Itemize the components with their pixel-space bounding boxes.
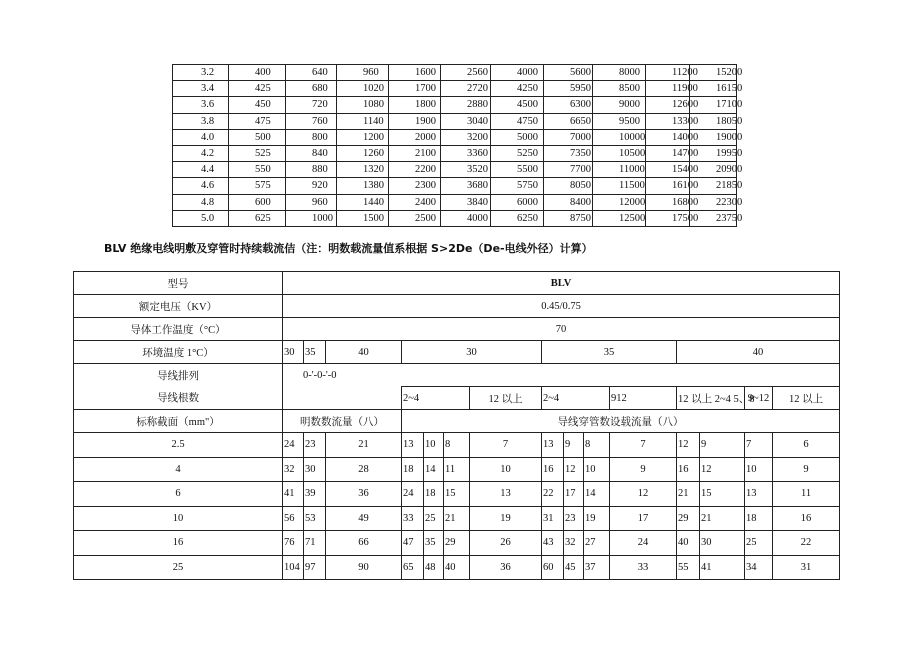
- table-cell: 4.0: [173, 129, 229, 145]
- table-cell: 4750: [491, 113, 544, 129]
- table-row: [173, 97, 737, 113]
- table-cell: 4500: [491, 97, 544, 113]
- ampacity-cell: 21: [677, 482, 700, 507]
- conductor-count-blank: [283, 387, 402, 410]
- table-row: [74, 506, 840, 531]
- ampacity-cell: 25: [745, 531, 773, 556]
- conductor-count-value: 12 以上: [773, 387, 840, 410]
- table-cell: 1700: [389, 81, 441, 97]
- table-cell: 2500: [389, 210, 441, 226]
- table-cell: 2300: [389, 178, 441, 194]
- table-cell: 1020: [337, 81, 389, 97]
- table-cell: 4250: [491, 81, 544, 97]
- ambient-temp-value: 30: [283, 341, 304, 364]
- ampacity-cell: 36: [326, 482, 402, 507]
- table-row: [74, 457, 840, 482]
- table-cell: 19000: [690, 129, 737, 145]
- ampacity-cell: 8: [584, 433, 610, 458]
- table-cell: 2200: [389, 162, 441, 178]
- table-cell: 1080: [337, 97, 389, 113]
- ampacity-cell: 18: [745, 506, 773, 531]
- ampacity-cell: 71: [304, 531, 326, 556]
- conductor-count-value: 912: [610, 387, 677, 410]
- section-cell: 2.5: [74, 433, 283, 458]
- ampacity-cell: 48: [424, 555, 444, 580]
- table-cell: 6250: [491, 210, 544, 226]
- ambient-temp-value: 30: [402, 341, 542, 364]
- ampacity-cell: 13: [542, 433, 564, 458]
- ampacity-cell: 13: [470, 482, 542, 507]
- conductor-count-value: 9~12: [745, 387, 773, 410]
- ampacity-cell: 24: [610, 531, 677, 556]
- ampacity-cell: 9: [700, 433, 745, 458]
- ampacity-cell: 45: [564, 555, 584, 580]
- table-cell: 4.8: [173, 194, 229, 210]
- ambient-temp-value: 40: [326, 341, 402, 364]
- ambient-temp-value: 35: [542, 341, 677, 364]
- table-cell: 10000: [593, 129, 646, 145]
- open-wiring-label: 明数数流量（八）: [283, 410, 402, 433]
- section-cell: 4: [74, 457, 283, 482]
- blv-ampacity-table: [73, 271, 840, 580]
- conductor-count-label: 导线根数: [74, 387, 283, 410]
- conductor-count-value: 2~4: [542, 387, 610, 410]
- table-row: [173, 178, 737, 194]
- table-cell: 550: [229, 162, 286, 178]
- voltage-label: 额定电压（KV）: [74, 295, 283, 318]
- ampacity-cell: 15: [444, 482, 470, 507]
- table-cell: 8050: [544, 178, 593, 194]
- section-cell: 16: [74, 531, 283, 556]
- table-row: [173, 194, 737, 210]
- ampacity-cell: 28: [326, 457, 402, 482]
- ampacity-cell: 35: [424, 531, 444, 556]
- ampacity-cell: 18: [424, 482, 444, 507]
- ampacity-cell: 21: [700, 506, 745, 531]
- table-row: [173, 113, 737, 129]
- table-cell: 10500: [593, 145, 646, 161]
- ampacity-cell: 26: [470, 531, 542, 556]
- ampacity-cell: 23: [304, 433, 326, 458]
- conductor-count-value: 2~4: [402, 387, 470, 410]
- table-cell: 4.6: [173, 178, 229, 194]
- table-cell: 8000: [593, 65, 646, 81]
- ambient-temp-value: 40: [677, 341, 840, 364]
- ampacity-cell: 15: [700, 482, 745, 507]
- ampacity-cell: 34: [745, 555, 773, 580]
- ampacity-cell: 32: [283, 457, 304, 482]
- table-row: [173, 129, 737, 145]
- ampacity-cell: 29: [444, 531, 470, 556]
- table-cell: 625: [229, 210, 286, 226]
- table-cell: 3.6: [173, 97, 229, 113]
- ampacity-cell: 104: [283, 555, 304, 580]
- ampacity-cell: 17: [564, 482, 584, 507]
- ampacity-cell: 90: [326, 555, 402, 580]
- table-cell: 500: [229, 129, 286, 145]
- ampacity-cell: 22: [542, 482, 564, 507]
- table-cell: 1140: [337, 113, 389, 129]
- temperature-label: 导体工作温度（°C）: [74, 318, 283, 341]
- table-cell: 7700: [544, 162, 593, 178]
- ampacity-cell: 10: [584, 457, 610, 482]
- table-cell: 14000: [646, 129, 690, 145]
- ampacity-cell: 41: [283, 482, 304, 507]
- section-cell: 6: [74, 482, 283, 507]
- ampacity-cell: 43: [542, 531, 564, 556]
- ampacity-cell: 11: [773, 482, 840, 507]
- ampacity-cell: 9: [610, 457, 677, 482]
- ampacity-cell: 24: [283, 433, 304, 458]
- section-cell: 10: [74, 506, 283, 531]
- table-cell: 15200: [690, 65, 737, 81]
- ampacity-cell: 33: [610, 555, 677, 580]
- table-cell: 4.2: [173, 145, 229, 161]
- table-cell: 2000: [389, 129, 441, 145]
- ampacity-cell: 23: [564, 506, 584, 531]
- table-cell: 680: [286, 81, 337, 97]
- table-cell: 575: [229, 178, 286, 194]
- table-cell: 1380: [337, 178, 389, 194]
- table-cell: 5950: [544, 81, 593, 97]
- ampacity-cell: 6: [773, 433, 840, 458]
- table-cell: 9500: [593, 113, 646, 129]
- ampacity-cell: 49: [326, 506, 402, 531]
- table-cell: 4.4: [173, 162, 229, 178]
- ampacity-cell: 12: [610, 482, 677, 507]
- ambient-temp-label: 环境温度 1°C）: [74, 341, 283, 364]
- ampacity-cell: 9: [773, 457, 840, 482]
- table-row: [74, 555, 840, 580]
- table-cell: 12600: [646, 97, 690, 113]
- ampacity-cell: 30: [304, 457, 326, 482]
- table-cell: 840: [286, 145, 337, 161]
- ampacity-cell: 8: [444, 433, 470, 458]
- table-cell: 11000: [593, 162, 646, 178]
- table-cell: 1500: [337, 210, 389, 226]
- ampacity-cell: 37: [584, 555, 610, 580]
- table-cell: 4000: [491, 65, 544, 81]
- table-cell: 475: [229, 113, 286, 129]
- ampacity-cell: 41: [700, 555, 745, 580]
- table-cell: 3200: [441, 129, 491, 145]
- table-cell: 5600: [544, 65, 593, 81]
- model-label: 型号: [74, 272, 283, 295]
- table-cell: 6000: [491, 194, 544, 210]
- ampacity-cell: 7: [745, 433, 773, 458]
- table-cell: 18050: [690, 113, 737, 129]
- table-cell: 800: [286, 129, 337, 145]
- ampacity-cell: 10: [745, 457, 773, 482]
- ampacity-cell: 60: [542, 555, 564, 580]
- ampacity-cell: 12: [564, 457, 584, 482]
- table-cell: 450: [229, 97, 286, 113]
- ampacity-cell: 13: [745, 482, 773, 507]
- table-cell: 5000: [491, 129, 544, 145]
- section-label: 标称截面（mm"）: [74, 410, 283, 433]
- table-cell: 23750: [690, 210, 737, 226]
- table-cell: 400: [229, 65, 286, 81]
- ampacity-cell: 9: [564, 433, 584, 458]
- ampacity-cell: 13: [402, 433, 424, 458]
- table-cell: 16800: [646, 194, 690, 210]
- model-value: BLV: [283, 272, 840, 295]
- ampacity-cell: 10: [424, 433, 444, 458]
- ampacity-cell: 33: [402, 506, 424, 531]
- table-cell: 8500: [593, 81, 646, 97]
- table-cell: 12000: [593, 194, 646, 210]
- table-cell: 3.4: [173, 81, 229, 97]
- ampacity-cell: 56: [283, 506, 304, 531]
- table-cell: 2880: [441, 97, 491, 113]
- table-cell: 6300: [544, 97, 593, 113]
- table-cell: 19950: [690, 145, 737, 161]
- table-cell: 17100: [690, 97, 737, 113]
- ampacity-cell: 65: [402, 555, 424, 580]
- ampacity-cell: 22: [773, 531, 840, 556]
- table-cell: 2560: [441, 65, 491, 81]
- table-cell: 17500: [646, 210, 690, 226]
- table-cell: 960: [337, 65, 389, 81]
- table-row: [173, 210, 737, 226]
- table-cell: 880: [286, 162, 337, 178]
- table-cell: 5.0: [173, 210, 229, 226]
- ampacity-cell: 29: [677, 506, 700, 531]
- ampacity-cell: 30: [700, 531, 745, 556]
- ampacity-cell: 55: [677, 555, 700, 580]
- table-cell: 11200: [646, 65, 690, 81]
- table-cell: 11900: [646, 81, 690, 97]
- table-cell: 3680: [441, 178, 491, 194]
- ampacity-cell: 12: [677, 433, 700, 458]
- table-cell: 600: [229, 194, 286, 210]
- arrangement-label: 导线排列: [74, 364, 283, 387]
- table-cell: 11500: [593, 178, 646, 194]
- table-cell: 9000: [593, 97, 646, 113]
- table-row: [173, 145, 737, 161]
- table-cell: 425: [229, 81, 286, 97]
- ampacity-cell: 40: [444, 555, 470, 580]
- table-cell: 8400: [544, 194, 593, 210]
- ampacity-cell: 19: [584, 506, 610, 531]
- ampacity-cell: 10: [470, 457, 542, 482]
- table-cell: 21850: [690, 178, 737, 194]
- table-cell: 3.2: [173, 65, 229, 81]
- ampacity-cell: 31: [542, 506, 564, 531]
- ampacity-cell: 36: [470, 555, 542, 580]
- table-cell: 13300: [646, 113, 690, 129]
- temperature-value: 70: [283, 318, 840, 341]
- ampacity-cell: 66: [326, 531, 402, 556]
- conductor-count-value: 12 以上 2~4 5、8: [677, 387, 745, 410]
- table-row: [74, 433, 840, 458]
- table-cell: 2720: [441, 81, 491, 97]
- conduit-wiring-label: 导线穿管数设载流量（八）: [402, 410, 840, 433]
- table-row: [74, 482, 840, 507]
- table-cell: 2100: [389, 145, 441, 161]
- table-cell: 3040: [441, 113, 491, 129]
- table-cell: 1440: [337, 194, 389, 210]
- ampacity-cell: 40: [677, 531, 700, 556]
- table-cell: 4000: [441, 210, 491, 226]
- ampacity-cell: 7: [610, 433, 677, 458]
- ampacity-cell: 97: [304, 555, 326, 580]
- table-cell: 5250: [491, 145, 544, 161]
- ampacity-cell: 17: [610, 506, 677, 531]
- table-cell: 12500: [593, 210, 646, 226]
- arrangement-value: 0-'-0-'-0: [283, 364, 840, 387]
- table-cell: 16100: [646, 178, 690, 194]
- table-cell: 3360: [441, 145, 491, 161]
- table-cell: 3840: [441, 194, 491, 210]
- ampacity-cell: 16: [677, 457, 700, 482]
- table-row: [173, 65, 737, 81]
- ambient-temp-value: 35: [304, 341, 326, 364]
- table-cell: 15400: [646, 162, 690, 178]
- ampacity-cell: 18: [402, 457, 424, 482]
- table-cell: 6650: [544, 113, 593, 129]
- table-cell: 960: [286, 194, 337, 210]
- table-cell: 3.8: [173, 113, 229, 129]
- table-cell: 22300: [690, 194, 737, 210]
- ampacity-cell: 32: [564, 531, 584, 556]
- table-row: [173, 81, 737, 97]
- table-cell: 1260: [337, 145, 389, 161]
- table-cell: 760: [286, 113, 337, 129]
- table-cell: 1900: [389, 113, 441, 129]
- voltage-value: 0.45/0.75: [283, 295, 840, 318]
- ampacity-cell: 24: [402, 482, 424, 507]
- table-cell: 20900: [690, 162, 737, 178]
- table-cell: 3520: [441, 162, 491, 178]
- conductor-load-table: [172, 64, 743, 227]
- ampacity-cell: 21: [444, 506, 470, 531]
- ampacity-cell: 11: [444, 457, 470, 482]
- table-cell: 7000: [544, 129, 593, 145]
- table-cell: 920: [286, 178, 337, 194]
- ampacity-cell: 14: [424, 457, 444, 482]
- table-cell: 5500: [491, 162, 544, 178]
- ampacity-cell: 14: [584, 482, 610, 507]
- table-cell: 525: [229, 145, 286, 161]
- ampacity-cell: 19: [470, 506, 542, 531]
- ampacity-cell: 53: [304, 506, 326, 531]
- ampacity-cell: 16: [773, 506, 840, 531]
- table-cell: 1000: [286, 210, 337, 226]
- table-cell: 1600: [389, 65, 441, 81]
- ampacity-cell: 31: [773, 555, 840, 580]
- ampacity-cell: 47: [402, 531, 424, 556]
- table-cell: 2400: [389, 194, 441, 210]
- table-caption: BLV 绝缘电线明敷及穿管时持续载流佶（注：明数载流量值系根据 S>2De（De-电线外径）计算）: [104, 242, 593, 255]
- ampacity-cell: 39: [304, 482, 326, 507]
- table-cell: 640: [286, 65, 337, 81]
- table-cell: 1200: [337, 129, 389, 145]
- ampacity-cell: 12: [700, 457, 745, 482]
- table-row: [74, 531, 840, 556]
- conductor-count-value: 12 以上: [470, 387, 542, 410]
- table-cell: 720: [286, 97, 337, 113]
- table-row: [173, 162, 737, 178]
- ampacity-cell: 25: [424, 506, 444, 531]
- table-cell: 14700: [646, 145, 690, 161]
- table-cell: 16150: [690, 81, 737, 97]
- section-cell: 25: [74, 555, 283, 580]
- table-cell: 8750: [544, 210, 593, 226]
- ampacity-cell: 16: [542, 457, 564, 482]
- table-cell: 1800: [389, 97, 441, 113]
- table-cell: 5750: [491, 178, 544, 194]
- table-cell: 7350: [544, 145, 593, 161]
- table-cell: 1320: [337, 162, 389, 178]
- ampacity-cell: 7: [470, 433, 542, 458]
- ampacity-cell: 76: [283, 531, 304, 556]
- ampacity-cell: 27: [584, 531, 610, 556]
- ampacity-cell: 21: [326, 433, 402, 458]
